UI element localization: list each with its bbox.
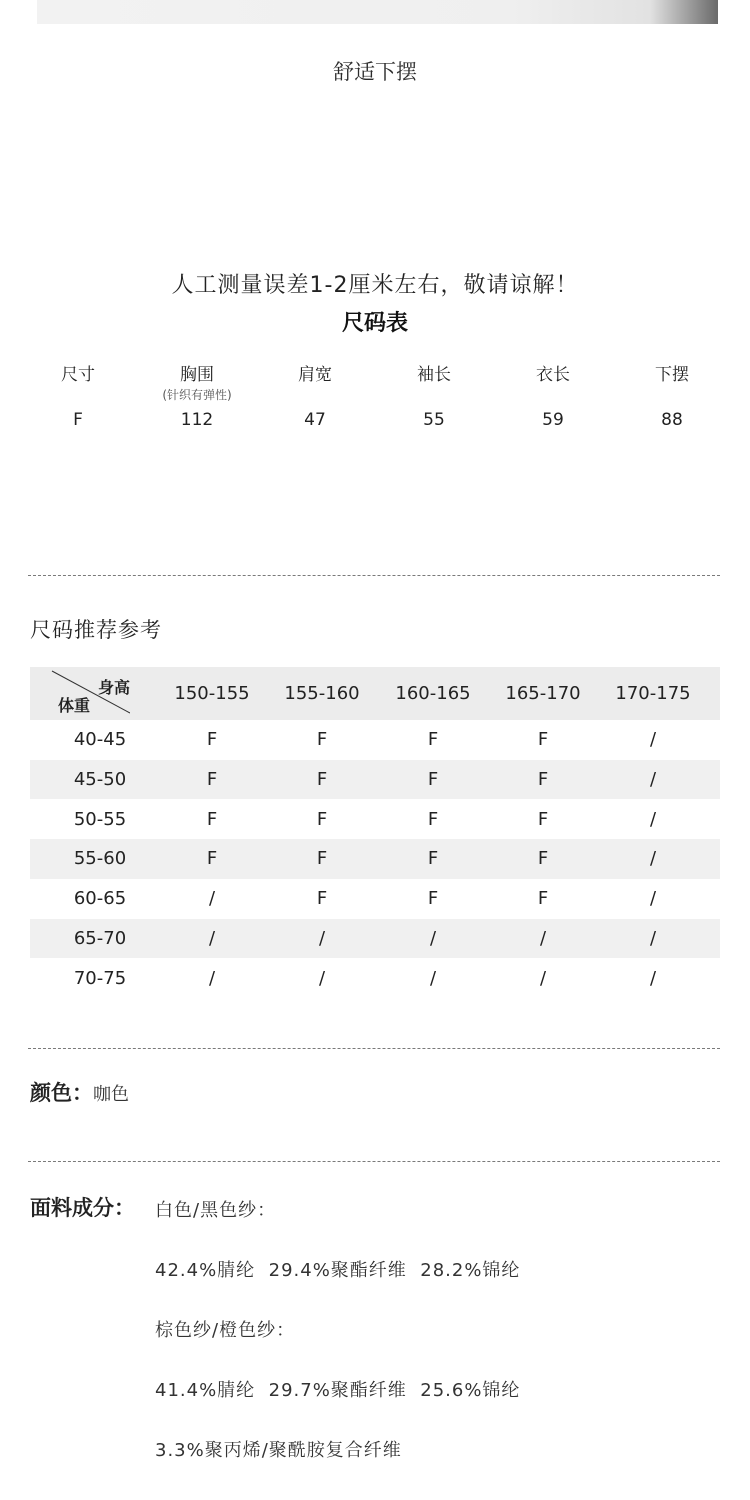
recommend-corner-cell: [30, 667, 130, 720]
size-cell: F: [427, 729, 439, 751]
size-cell: F: [537, 888, 549, 910]
measurement-note: 人工测量误差1-2厘米左右，敬请谅解！: [171, 273, 579, 298]
size-header-chest: 胸围: [180, 365, 214, 385]
corner-height-label: 身高: [97, 678, 130, 697]
size-cell: F: [316, 729, 328, 751]
size-cell: /: [429, 927, 437, 949]
height-header: 170-175: [615, 683, 691, 704]
size-cell: F: [427, 808, 439, 830]
size-cell: F: [537, 848, 549, 870]
fabric-line: 42.4%腈纶 29.4%聚酯纤维 28.2%锦纶: [155, 1260, 521, 1281]
size-value-hem: 88: [661, 410, 683, 430]
size-cell: F: [206, 729, 218, 751]
color-value: 咖色: [93, 1084, 129, 1105]
size-cell: F: [316, 848, 328, 870]
size-header-chest-note: (针织有弹性): [162, 388, 232, 402]
size-value-shoulder: 47: [304, 410, 326, 430]
size-cell: /: [649, 729, 657, 751]
photo-caption: 舒适下摆: [333, 60, 417, 84]
size-cell: F: [427, 769, 439, 791]
height-header: 155-160: [284, 683, 360, 704]
size-chart-data-row: [18, 410, 732, 440]
size-cell: F: [316, 769, 328, 791]
size-cell: /: [649, 927, 657, 949]
size-chart-header-row: [18, 360, 732, 402]
height-header: 165-170: [505, 683, 581, 704]
fabric-line: 41.4%腈纶 29.7%聚酯纤维 25.6%锦纶: [155, 1380, 521, 1401]
fabric-line: 棕色纱/橙色纱：: [155, 1320, 296, 1341]
table-row: [30, 839, 720, 879]
size-cell: /: [208, 927, 216, 949]
size-header-sleeve: 袖长: [417, 365, 451, 385]
section-divider: [28, 575, 720, 576]
height-header: 150-155: [174, 683, 250, 704]
size-cell: /: [318, 927, 326, 949]
recommend-table: [30, 667, 720, 998]
table-row: [30, 799, 720, 839]
size-cell: /: [649, 808, 657, 830]
size-value-chest: 112: [180, 410, 214, 430]
size-cell: F: [537, 769, 549, 791]
size-value-size: F: [73, 410, 83, 430]
size-cell: /: [429, 967, 437, 989]
size-cell: F: [537, 729, 549, 751]
table-row: [30, 958, 720, 998]
size-cell: /: [649, 967, 657, 989]
size-cell: F: [316, 808, 328, 830]
section-divider: [28, 1048, 720, 1049]
size-cell: F: [427, 848, 439, 870]
weight-cell: 65-70: [73, 927, 127, 949]
size-cell: /: [318, 967, 326, 989]
size-cell: /: [208, 888, 216, 910]
recommend-header-row: [30, 667, 720, 720]
size-cell: /: [649, 888, 657, 910]
size-cell: /: [649, 769, 657, 791]
color-label: 颜色：: [30, 1081, 93, 1105]
weight-cell: 45-50: [73, 769, 127, 791]
recommend-title: 尺码推荐参考: [30, 618, 162, 642]
color-info: [30, 1077, 129, 1107]
table-row: [30, 919, 720, 959]
size-value-length: 59: [542, 410, 564, 430]
size-cell: /: [208, 967, 216, 989]
size-cell: /: [539, 967, 547, 989]
section-divider: [28, 1161, 720, 1162]
fabric-label: 面料成分：: [30, 1196, 135, 1220]
fabric-line: 白色/黑色纱：: [155, 1200, 277, 1221]
size-cell: F: [427, 888, 439, 910]
size-cell: F: [206, 769, 218, 791]
weight-cell: 70-75: [73, 967, 127, 989]
height-header: 160-165: [395, 683, 471, 704]
weight-cell: 60-65: [73, 888, 127, 910]
weight-cell: 40-45: [73, 729, 127, 751]
product-photo-bottom-edge: [37, 0, 718, 24]
size-header-length: 衣长: [536, 365, 570, 385]
size-cell: F: [537, 808, 549, 830]
size-header-size: 尺寸: [61, 365, 95, 385]
size-chart-title: 尺码表: [341, 311, 408, 336]
size-header-hem: 下摆: [655, 365, 689, 385]
size-cell: F: [206, 848, 218, 870]
size-header-shoulder: 肩宽: [298, 365, 332, 385]
size-cell: /: [649, 848, 657, 870]
corner-weight-label: 体重: [58, 696, 91, 715]
weight-cell: 55-60: [73, 848, 127, 870]
size-cell: F: [316, 888, 328, 910]
table-row: [30, 760, 720, 800]
table-row: [30, 720, 720, 760]
weight-cell: 50-55: [73, 808, 127, 830]
size-cell: F: [206, 808, 218, 830]
table-row: [30, 879, 720, 919]
fabric-line: 3.3%聚丙烯/聚酰胺复合纤维: [155, 1440, 402, 1461]
size-value-sleeve: 55: [423, 410, 445, 430]
size-cell: /: [539, 927, 547, 949]
